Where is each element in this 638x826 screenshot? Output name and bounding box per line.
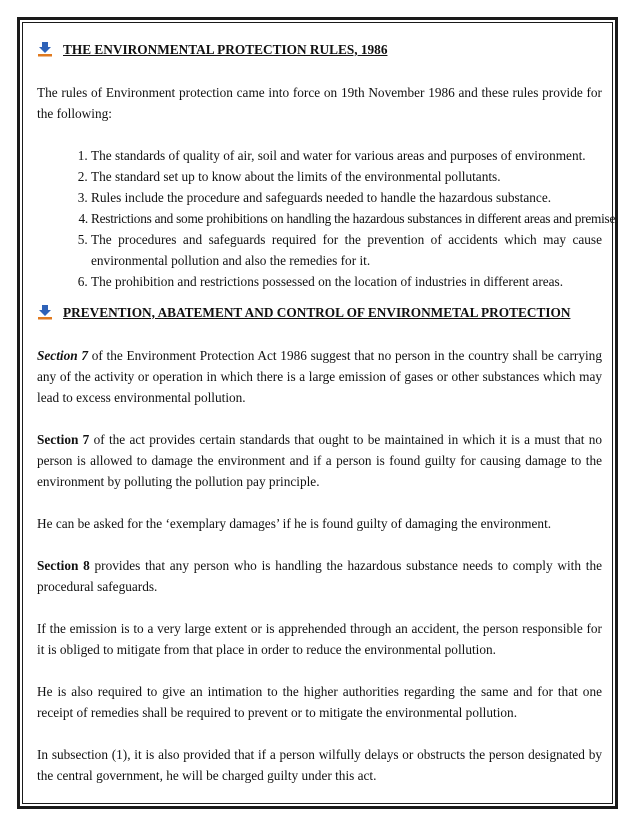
arrow-bullet-icon [37,304,53,320]
list-item: 4. Restrictions and some prohibitions on handling the hazardous substances in different areas and premise [91,208,602,229]
rules-list [37,145,616,292]
list-item: 3. Rules include the procedure and safeguards needed to handle the hazardous substance. [91,187,602,208]
section-heading-rules [37,37,602,61]
paragraph-intimation: He is also required to give an intimation to the higher authorities regarding the same and for that one receipt of remedies shall be required to prevent or to mitigate the environmental pollution. [37,684,602,720]
paragraph-section-7-b: Section 7 of the act provides certain standards that ought to be maintained in which it is a must that no person is allowed to damage the environment and if a person is found guilty for causing damage to the environment by polluting the pollution pay principle. [37,432,603,489]
paragraph-exemplary-damages: He can be asked for the ‘exemplary damages’ if he is found guilty of damaging the environment. [37,516,552,531]
paragraph-subsection-1: In subsection (1), it is also provided that if a person wilfully delays or obstructs the person designated by the central government, he will be charged guilty under this act. [37,747,602,783]
paragraph-section-8: Section 8 provides that any person who is handling the hazardous substance needs to comply with the procedural safeguards. [37,558,602,594]
document-body [37,37,616,786]
list-item: 2. The standard set up to know about the limits of the environmental pollutants. [91,166,602,187]
intro-paragraph: The rules of Environment protection came into force on 19th November 1986 and these rules provide for the following: [37,85,602,121]
list-item: 6. The prohibition and restrictions possessed on the location of industries in different areas. [91,271,602,292]
section-heading-text: PREVENTION, ABATEMENT AND CONTROL OF ENVIRONMETAL PROTECTION [63,304,571,320]
list-item: 5. The procedures and safeguards required for the prevention of accidents which may cause environmental pollution and also the remedies for it. [91,229,602,271]
section-ref: Section 7 [37,348,89,363]
section-heading-prevention [37,300,602,324]
section-heading-text: THE ENVIRONMENTAL PROTECTION RULES, 1986 [63,41,388,57]
paragraph-emission: If the emission is to a very large extent or is apprehended through an accident, the person responsible for it is obliged to mitigate from that place in order to reduce the environmental pollution. [37,621,602,657]
arrow-bullet-icon [37,41,53,57]
list-item: 1. The standards of quality of air, soil and water for various areas and purposes of environment. [91,145,602,166]
paragraph-section-7-a: Section 7 of the Environment Protection Act 1986 suggest that no person in the country shall be carrying any of the activity or operation in which there is a large emission of gases or other substances which may lead to excess environmental pollution. [37,348,602,405]
section-ref: Section 8 [37,558,90,573]
section-ref: Section 7 [37,432,90,447]
